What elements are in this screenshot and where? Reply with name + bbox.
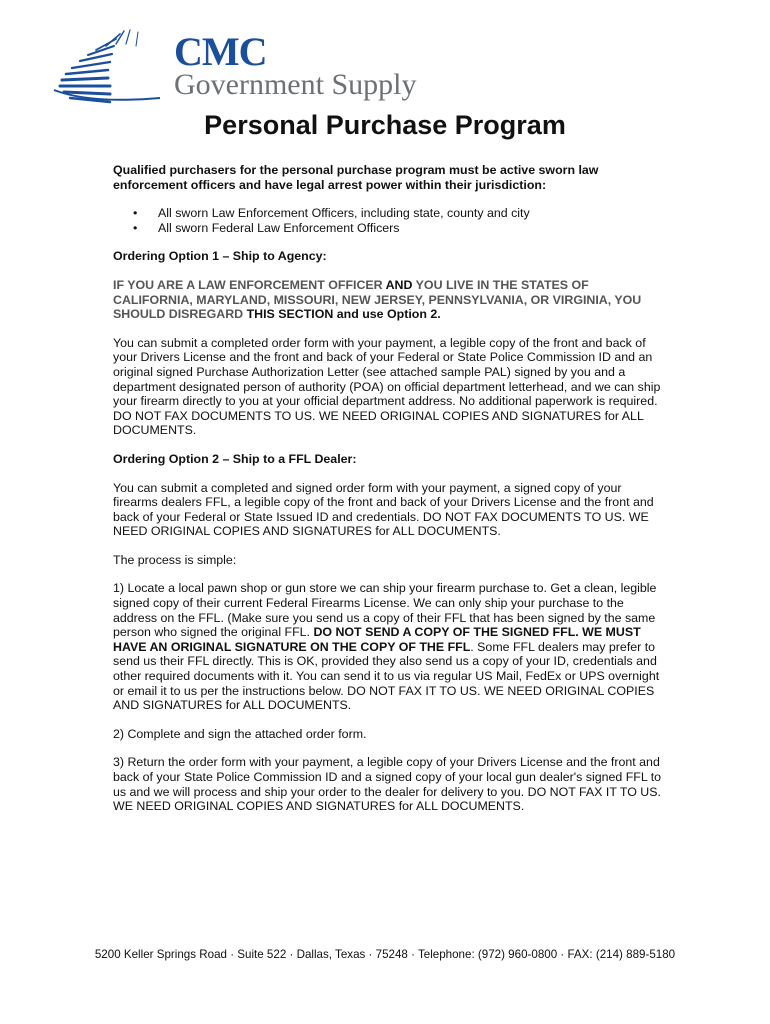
warning-text: IF YOU ARE A LAW ENFORCEMENT OFFICER — [113, 277, 386, 292]
list-item — [113, 221, 663, 236]
option1-warning — [113, 278, 663, 322]
list-item-text: All sworn Law Enforcement Officers, including state, county and city — [158, 206, 530, 221]
process-intro: The process is simple: — [113, 552, 237, 567]
document-body — [113, 163, 663, 828]
warning-disregard: THIS SECTION and use Option 2. — [246, 307, 441, 322]
option2-heading: Ordering Option 2 – Ship to a FFL Dealer: — [113, 451, 357, 466]
step-3: 3) Return the order form with your payment, a legible copy of your Drivers License and the front and back of your State Police Commission ID and a signed copy of your local gun dealer's signed FFL to us and we will process and ship your order to the dealer for delivery to you. DO NOT FAX IT TO US. WE NEED ORIGINAL COPIES AND SIGNATURES for ALL DOCUMENTS. — [113, 755, 662, 814]
bullet-icon: • — [133, 206, 138, 221]
intro-paragraph: Qualified purchasers for the personal purchase program must be active sworn law enforcement officers and have legal arrest power within their jurisdiction: — [113, 163, 599, 192]
option1-body: You can submit a completed order form with your payment, a legible copy of the front and back of your Drivers License and the front and back of your Federal or State Police Commission ID and an original signed Purchase Authorization Letter (see attached sample PAL) signed by you and a department designated person of authority (POA) on official department letterhead, and we can ship your firearm directly to you at your official department address. No additional paperwork is required. DO NOT FAX DOCUMENTS TO US. WE NEED ORIGINAL COPIES AND SIGNATURES for ALL DOCUMENTS. — [113, 335, 661, 438]
warning-and: AND — [385, 277, 413, 292]
company-logo — [50, 28, 417, 108]
logo-subtitle-text: Government Supply — [174, 68, 417, 101]
option2-body: You can submit a completed and signed order form with your payment, a signed copy of your firearms dealers FFL, a legible copy of the front and back of your Drivers License and the front and back of your Federal or State Issued ID and credentials. DO NOT FAX DOCUMENTS TO US. WE NEED ORIGINAL COPIES AND SIGNATURES for ALL DOCUMENTS. — [113, 480, 654, 539]
step-1-text: 1) Locate a local pawn shop or gun store we can ship your firearm purchase to. Get a clean, legible signed copy of their current Federal Firearms License. We can only ship your purchase to the address on the FFL. (Make sure you send us a copy of their FFL that has been signed by the same person who signed the original FFL. — [113, 581, 657, 640]
list-item-text: All sworn Federal Law Enforcement Officers — [158, 220, 400, 235]
warning-text: YOU LIVE IN THE STATES OF CALIFORNIA, MARYLAND, MISSOURI, NEW JERSEY, PENNSYLVANIA, OR VIRGINIA, YOU SHOULD DISREGARD — [113, 277, 642, 322]
page-title: Personal Purchase Program — [204, 110, 566, 140]
logo-cmc-text: CMC — [174, 29, 267, 74]
step-1-bold-text: DO NOT SEND A COPY OF THE SIGNED FFL. WE MUST HAVE AN ORIGINAL SIGNATURE ON THE COPY OF THE FFL — [113, 625, 641, 654]
option1-heading: Ordering Option 1 – Ship to Agency: — [113, 249, 327, 264]
eligibility-list — [113, 206, 663, 235]
footer-address: 5200 Keller Springs Road · Suite 522 · Dallas, Texas · 75248 · Telephone: (972) 960-0800 · FAX: (214) 889-5180 — [94, 948, 676, 961]
sunburst-logo-icon — [50, 28, 175, 108]
step-1 — [113, 581, 663, 712]
step-1-text-cont: . Some FFL dealers may prefer to send us their FFL directly. This is OK, provided they also send us a copy of your ID, credentials and other required documents with it. You can send it to us via regular US Mail, FedEx or UPS overnight or email it to us per the instructions below. DO NOT FAX IT TO US. WE NEED ORIGINAL COPIES AND SIGNATURES for ALL DOCUMENTS. — [113, 639, 660, 713]
bullet-icon: • — [133, 220, 138, 235]
list-item — [113, 206, 663, 221]
step-2: 2) Complete and sign the attached order form. — [113, 726, 367, 741]
